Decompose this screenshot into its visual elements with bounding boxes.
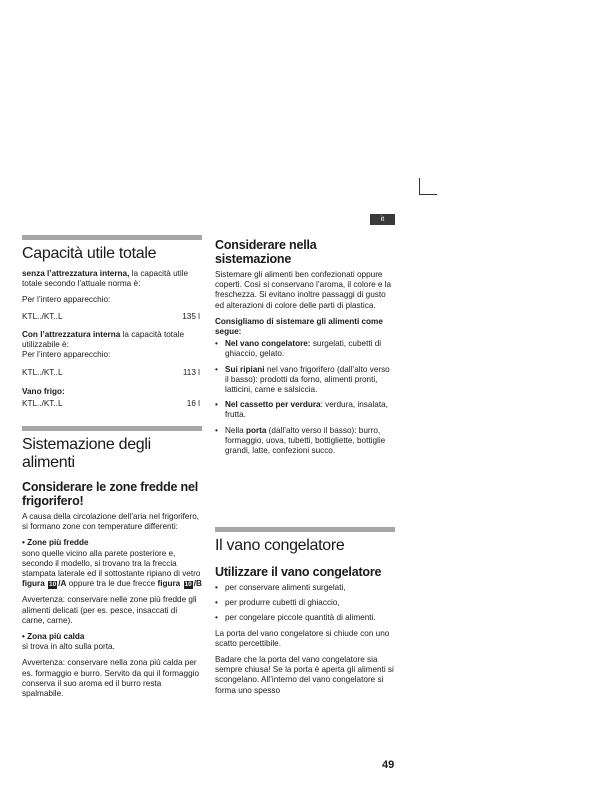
coldest-zone-warning: Avvertenza: conservare nelle zone più fredde gli alimenti delicati (per es. pesce, insaccati di carne, carne). [22,595,197,625]
warmest-zone-heading: • Zona più calda [22,632,85,642]
capacity-section [22,235,202,417]
section-rule [22,235,202,240]
list-item: • Nel vano congelatore: surgelati, cubetti di ghiaccio, gelato. [215,339,382,359]
crop-mark-horizontal [419,194,437,195]
crop-mark-vertical [419,178,420,194]
whole-appliance-label-2: Per l’intero apparecchio: [22,350,111,360]
figure-number-badge: 10 [184,581,192,589]
list-item: • per conservare alimenti surgelati, [215,583,346,592]
freezer-title: Il vano congelatore [215,537,345,554]
coldest-zone-heading: • Zone più fredde [22,538,89,548]
warmest-zone-text: si trova in alto sulla porta. [22,642,115,652]
warmest-zone-warning: Avvertenza: conservare nella zona più calda per es. formaggio e burro. Servito da qui il formaggio conserva il suo aroma ed il burro resta spalmabile. [22,658,200,699]
capacity-intro: senza l’attrezzatura interna, la capacità utile totale secondo l’attuale norma è: [22,269,189,289]
cold-zones-title: Considerare le zone fredde nel frigorifero! [22,480,198,508]
list-item: • per congelare piccole quantità di alimenti. [215,613,376,623]
language-tab: it [370,214,395,225]
list-item: • Sui ripiani nel vano frigorifero (dall’alto verso il basso): prodotti da forno, alimenti pronti, latticini, carne e salsiccia. [215,364,390,395]
capacity-title: Capacità utile totale [22,245,157,262]
freezer-warning-paragraph: Badare che la porta del vano congelatore sia sempre chiusa! Se la porta è aperta gli alimenti si scongelano. All’interno del vano congelatore si forma uno spesso [215,655,394,695]
freezer-section [215,527,395,702]
page-number: 49 [382,759,395,771]
capacity-row: KTL../KT..L 113 l [22,368,200,378]
list-item: • Nel cassetto per verdura: verdura, insalata, frutta. [215,400,388,420]
list-item: • Nella porta (dall’alto verso il basso): burro, formaggio, uova, tubetti, bottigliette, bottiglie grandi, latte, confezioni succo. [215,425,386,456]
arrangement-section [215,238,395,461]
arrangement-intro: Sistemare gli alimenti ben confezionati oppure coperti. Così si conservano l’aroma, il colore e la freschezza. Si evitano inoltre passaggi di gusto ed alterazioni di colore delle parti di plastica. [215,270,392,310]
coldest-zone-text: sono quelle vicino alla parete posteriore e, secondo il modello, si trovano tra la freccia stampata laterale ed il sottostante ripiano di vetro figura 10 /A oppure tra le due frecce figura 10 /B [22,548,202,589]
freezer-door-paragraph: La porta del vano congelatore si chiude con uno scatto percettibile. [215,628,390,648]
list-item: • per produrre cubetti di ghiaccio, [215,598,340,608]
storage-title: Sistemazione degli alimenti [22,436,151,471]
freezer-use-title: Utilizzare il vano congelatore [215,565,382,579]
storage-section [22,426,202,705]
section-rule [215,527,395,532]
arrangement-title: Considerare nella sistemazione [215,238,317,266]
arrangement-list [215,339,395,456]
arrangement-advice: Consigliamo di sistemare gli alimenti come segue: [215,316,383,337]
figure-number-badge: 10 [49,581,57,589]
cold-zones-intro: A causa della circolazione dell’aria nel frigorifero, si formano zone con temperature differenti: [22,512,200,532]
freezer-compartment-label: Vano frigo: [22,386,65,396]
freezer-use-list [215,583,395,624]
capacity-row: KTL../KT..L 16 l [22,398,200,408]
capacity-row: KTL../KT..L 135 l [22,311,200,321]
whole-appliance-label-1: Per l’intero apparecchio: [22,295,111,305]
capacity-with-fittings: Con l’attrezzatura interna la capacità totale utilizzabile è: [22,329,185,350]
section-rule [22,426,202,431]
